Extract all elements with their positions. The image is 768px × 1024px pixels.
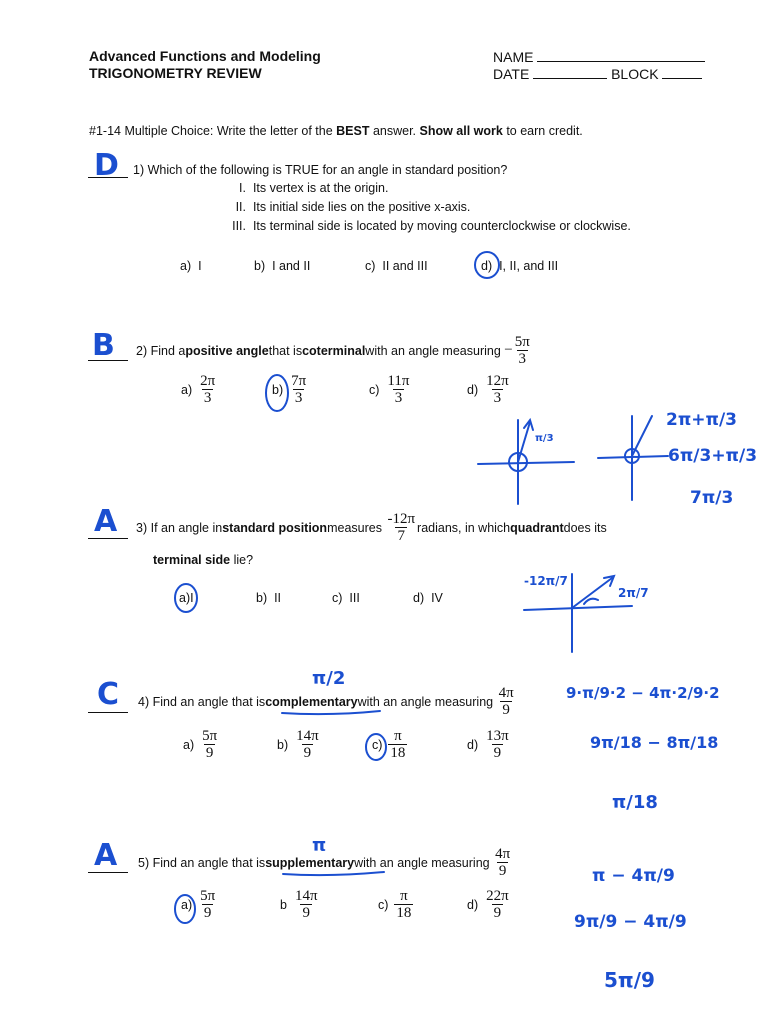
q1-statement-1 <box>210 181 388 195</box>
q2-angle-sign: − <box>504 342 513 358</box>
q5-option-c[interactable] <box>378 888 413 921</box>
q2-option-c-label: c) <box>369 382 380 397</box>
course-title: Advanced Functions and Modeling <box>89 48 321 64</box>
q1-option-a-text: I <box>198 259 202 273</box>
q3-bold-a: standard position <box>222 520 328 535</box>
q1-option-c[interactable] <box>365 259 428 273</box>
q5-angle <box>493 846 512 879</box>
q5-option-b[interactable] <box>280 888 320 921</box>
q1-statement-text-1: Its vertex is at the origin. <box>252 181 389 195</box>
q3-number: 3) <box>136 520 148 535</box>
q3-option-b-label: b) <box>256 591 268 605</box>
q3-option-d-text: IV <box>431 591 443 605</box>
q2-option-d-num: 12π <box>486 373 509 389</box>
q3-work-ref-angle: 2π/7 <box>618 586 649 600</box>
q3-option-d[interactable] <box>413 591 443 605</box>
q5-work-line-1: π − 4π/9 <box>592 866 675 886</box>
q3-answer: A <box>94 504 118 539</box>
q2-angle-num: 5π <box>514 334 530 350</box>
q5-text-b: with an angle measuring <box>354 855 490 870</box>
q2-option-d-den: 3 <box>493 390 502 406</box>
q4-option-c-num: π <box>394 728 402 744</box>
date-block-field[interactable] <box>493 65 702 83</box>
q4-option-d[interactable] <box>467 728 511 761</box>
q2-answer: B <box>92 328 115 363</box>
q2-number: 2) <box>136 343 148 358</box>
q2-work-angle: π/3 <box>535 433 554 444</box>
q3-work-neg-angle: -12π/7 <box>524 574 568 588</box>
q2-bold-b: coterminal <box>302 343 366 358</box>
q1-roman-3: III. <box>232 219 246 233</box>
q3-line2-bold: terminal side <box>153 553 231 567</box>
q3-option-a[interactable] <box>179 591 194 605</box>
q5-option-d-den: 9 <box>493 905 502 921</box>
q2-bold-a: positive angle <box>185 343 269 358</box>
q3-option-b-text: II <box>274 591 282 605</box>
q2-option-b-label: b) <box>272 382 284 397</box>
q5-option-a-label: a) <box>181 897 193 912</box>
q3-option-b[interactable] <box>256 591 281 605</box>
q3-option-c-text: III <box>349 591 360 605</box>
instr-middle: answer. <box>369 124 420 138</box>
q3-bold-b: quadrant <box>510 520 564 535</box>
q3-stem <box>136 511 607 544</box>
q2-text-a: Find a <box>150 343 186 358</box>
q5-answer: A <box>94 838 118 873</box>
date-label: DATE <box>493 66 530 82</box>
q4-option-d-den: 9 <box>493 745 502 761</box>
block-label: BLOCK <box>611 66 659 82</box>
q1-option-a[interactable] <box>180 259 202 273</box>
q4-option-d-label: d) <box>467 737 479 752</box>
q1-option-b[interactable] <box>254 259 310 273</box>
q3-stem-line-2 <box>153 553 253 567</box>
q5-option-a-num: 5π <box>200 888 216 904</box>
q1-statement-2 <box>210 200 470 214</box>
q3-text-c: radians, in which <box>417 520 511 535</box>
q4-option-a-label: a) <box>183 737 195 752</box>
q1-option-b-label: b) <box>254 259 266 273</box>
q5-option-b-den: 9 <box>302 905 310 921</box>
q2-text-b: that is <box>268 343 303 358</box>
q4-work-line-1: 9·π/9·2 − 4π·2/9·2 <box>566 684 720 702</box>
q2-work-line-2: 6π/3+π/3 <box>668 446 758 466</box>
q4-option-a-den: 9 <box>205 745 214 761</box>
q4-option-c-den: 18 <box>390 745 406 761</box>
q2-option-a-label: a) <box>181 382 193 397</box>
q2-work-line-3: 7π/3 <box>690 488 734 508</box>
q5-text-a: Find an angle that is <box>152 855 266 870</box>
q3-text-a: If an angle in <box>150 520 223 535</box>
q2-option-c[interactable] <box>369 373 411 406</box>
q4-option-a-num: 5π <box>202 728 218 744</box>
date-blank[interactable] <box>533 65 607 79</box>
q3-text-d: does its <box>563 520 607 535</box>
q4-stem <box>138 685 516 718</box>
q1-option-c-text: II and III <box>382 259 428 273</box>
q5-work-line-3: 5π/9 <box>604 968 655 992</box>
name-field[interactable] <box>493 48 705 66</box>
q2-angle-den: 3 <box>518 351 527 367</box>
instr-show-work: Show all work <box>419 124 503 138</box>
q1-roman-1: I. <box>239 181 246 195</box>
q2-option-a-den: 3 <box>203 390 212 406</box>
q4-option-c-label: c) <box>372 737 383 752</box>
q4-work-top: π/2 <box>312 668 346 689</box>
q3-option-a-label: a) <box>179 591 191 605</box>
q3-angle <box>385 511 417 544</box>
q1-statement-text-3: Its terminal side is located by moving counterclockwise or clockwise. <box>252 219 631 233</box>
q4-option-b-den: 9 <box>303 745 312 761</box>
q3-option-c-label: c) <box>332 591 343 605</box>
instructions <box>89 124 583 138</box>
q5-option-b-num: 14π <box>294 888 318 904</box>
q3-line2-text: lie? <box>230 553 254 567</box>
instr-suffix: to earn credit. <box>502 124 583 138</box>
q4-option-c[interactable] <box>372 728 407 761</box>
q5-option-c-num: π <box>400 888 408 904</box>
q5-option-d-label: d) <box>467 897 479 912</box>
q4-bold-a: complementary <box>265 694 358 709</box>
q2-work-line-1: 2π+π/3 <box>666 410 738 430</box>
q5-stem <box>138 846 512 879</box>
name-blank[interactable] <box>537 48 705 62</box>
q4-angle <box>497 685 516 718</box>
q5-option-c-den: 18 <box>396 905 412 921</box>
q4-text-a: Find an angle that is <box>152 694 266 709</box>
q1-option-a-label: a) <box>180 259 192 273</box>
q5-work-top: π <box>312 835 327 856</box>
q2-option-a[interactable] <box>181 373 217 406</box>
q2-axes-2 <box>598 416 668 500</box>
q5-option-a-den: 9 <box>203 905 212 921</box>
q3-angle-num: -12π <box>387 511 416 527</box>
q5-option-d[interactable] <box>467 888 511 921</box>
q1-statement-3 <box>210 219 631 233</box>
q5-work-line-2: 9π/9 − 4π/9 <box>574 912 687 932</box>
name-label: NAME <box>493 49 534 65</box>
q1-option-d-label: d) <box>481 259 493 273</box>
instr-prefix: #1-14 Multiple Choice: Write the letter of the <box>89 124 337 138</box>
q1-roman-2: II. <box>235 200 246 214</box>
q2-option-b-den: 3 <box>294 390 303 406</box>
q2-option-c-num: 11π <box>387 373 410 389</box>
instr-best: BEST <box>336 124 370 138</box>
block-blank[interactable] <box>662 65 702 79</box>
q4-option-b-num: 14π <box>296 728 319 744</box>
q4-option-b[interactable] <box>277 728 321 761</box>
q2-stem <box>136 334 532 367</box>
q2-option-b[interactable] <box>272 373 308 406</box>
q5-option-b-label: b <box>280 897 287 912</box>
q5-number: 5) <box>138 855 150 870</box>
q2-angle <box>513 334 532 367</box>
q5-bold-a: supplementary <box>265 855 355 870</box>
q4-answer: C <box>97 677 120 712</box>
q2-option-d[interactable] <box>467 373 511 406</box>
q5-angle-num: 4π <box>495 846 511 862</box>
q2-option-a-num: 2π <box>200 373 216 389</box>
q3-option-d-label: d) <box>413 591 425 605</box>
q3-angle-den: 7 <box>397 528 405 544</box>
q4-angle-den: 9 <box>502 702 510 718</box>
q5-option-a[interactable] <box>181 888 217 921</box>
q1-answer: D <box>94 148 119 183</box>
q1-statement-text-2: Its initial side lies on the positive x-axis. <box>252 200 471 214</box>
q2-option-d-label: d) <box>467 382 479 397</box>
q1-stem <box>133 163 507 177</box>
q2-option-b-num: 7π <box>291 373 307 389</box>
q4-angle-num: 4π <box>498 685 514 701</box>
q4-work-line-3: π/18 <box>612 792 658 813</box>
q1-option-d[interactable] <box>481 259 558 273</box>
q5-option-d-num: 22π <box>486 888 509 904</box>
q1-option-d-text: I, II, and III <box>499 259 559 273</box>
q4-option-d-num: 13π <box>486 728 509 744</box>
q3-text-b: measures <box>327 520 382 535</box>
q4-option-b-label: b) <box>277 737 289 752</box>
q1-text: Which of the following is TRUE for an angle in standard position? <box>147 163 508 177</box>
q4-work-line-2: 9π/18 − 8π/18 <box>590 733 719 752</box>
q4-number: 4) <box>138 694 150 709</box>
q5-option-c-label: c) <box>378 897 389 912</box>
q2-option-c-den: 3 <box>394 390 403 406</box>
q1-number: 1) <box>133 163 145 177</box>
q4-text-b: with an angle measuring <box>357 694 494 709</box>
q3-option-a-text: I <box>190 591 194 605</box>
q2-axes-1 <box>478 420 574 504</box>
q3-option-c[interactable] <box>332 591 360 605</box>
worksheet-title: TRIGONOMETRY REVIEW <box>89 65 262 81</box>
q4-option-a[interactable] <box>183 728 219 761</box>
q1-option-c-label: c) <box>365 259 376 273</box>
q4-answer-blank[interactable] <box>88 712 128 713</box>
q1-option-b-text: I and II <box>272 259 311 273</box>
q2-text-c: with an angle measuring <box>365 343 501 358</box>
q5-angle-den: 9 <box>498 863 507 879</box>
